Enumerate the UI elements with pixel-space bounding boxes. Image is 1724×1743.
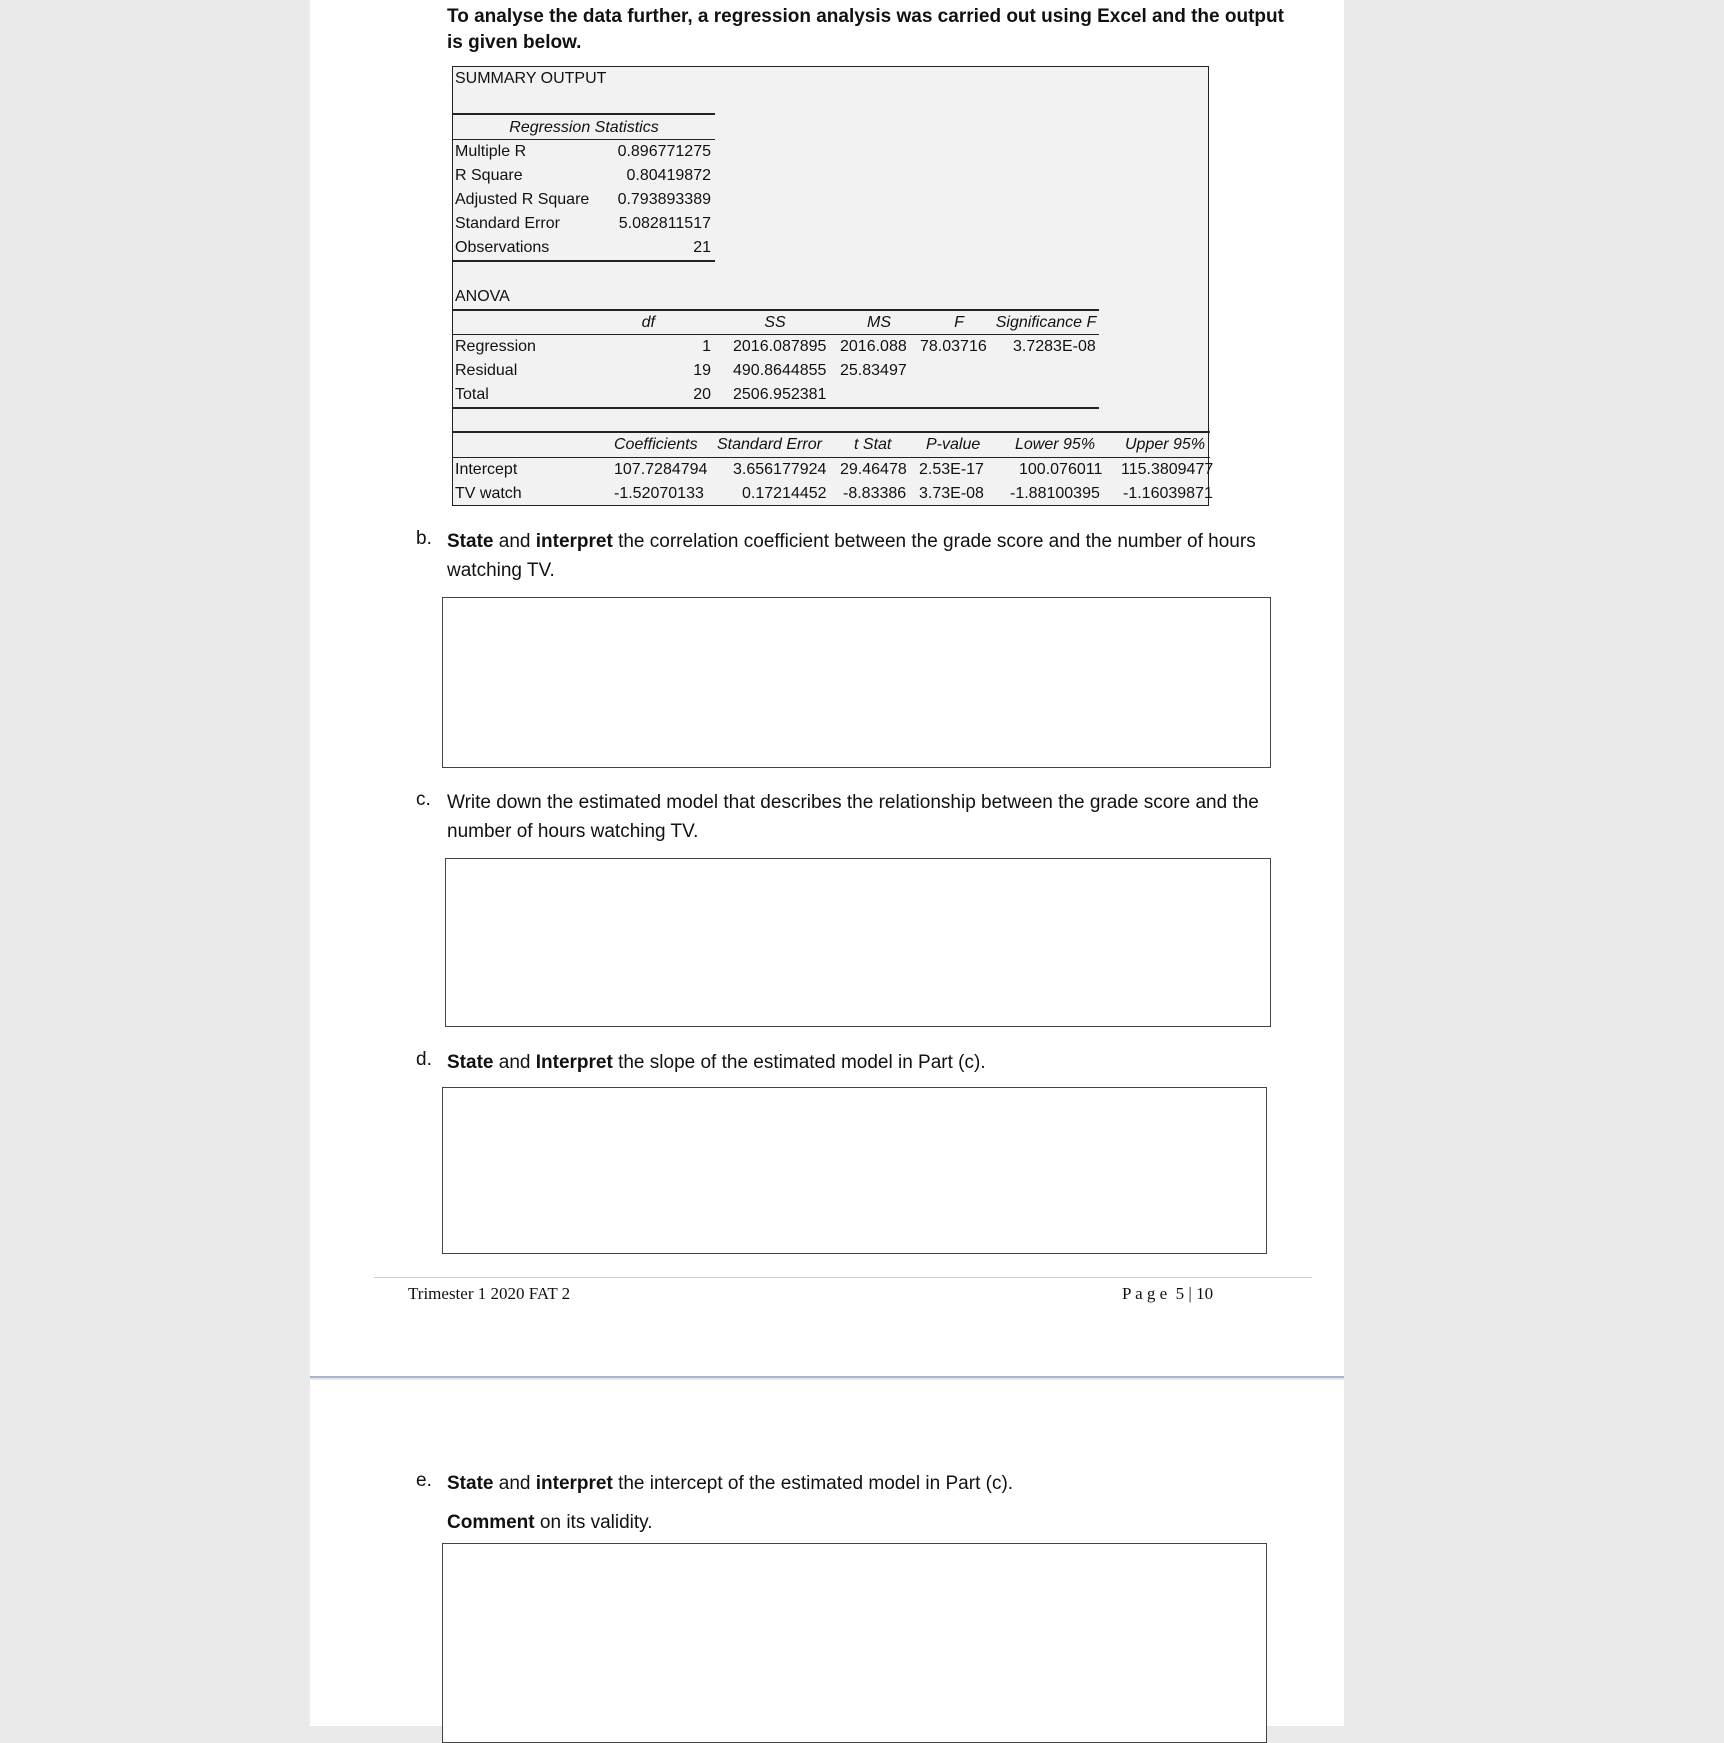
- coef-t: 29.46478: [840, 461, 907, 478]
- document-page-5: [310, 0, 1344, 1377]
- stat-value: 21: [693, 239, 711, 256]
- coef-header-se: Standard Error: [717, 436, 822, 453]
- reg-stats-header: Regression Statistics: [509, 119, 659, 136]
- coef-t: -8.83386: [843, 485, 907, 502]
- coef-se: 0.17214452: [742, 485, 827, 502]
- answer-box-d[interactable]: [442, 1087, 1267, 1254]
- question-e-bold-comment: Comment: [447, 1512, 535, 1533]
- answer-box-c[interactable]: [445, 858, 1271, 1027]
- question-d-and: and: [493, 1052, 536, 1073]
- anova-header-df: df: [641, 314, 655, 331]
- coef-value: 107.7284794: [614, 461, 708, 478]
- rule: [453, 113, 715, 115]
- anova-title: ANOVA: [455, 288, 510, 305]
- stat-value: 0.80419872: [626, 167, 711, 184]
- anova-df: 20: [693, 386, 711, 403]
- footer-left: Trimester 1 2020 FAT 2: [408, 1284, 571, 1303]
- question-e-text: [447, 1469, 1297, 1498]
- coef-header-lower: Lower 95%: [1015, 436, 1096, 453]
- anova-sig: 3.7283E-08: [1013, 338, 1096, 355]
- stat-label: Adjusted R Square: [455, 191, 590, 208]
- stat-label: Multiple R: [455, 143, 527, 160]
- stat-value: 5.082811517: [618, 215, 711, 232]
- anova-header-ms: MS: [867, 314, 891, 331]
- page-break: [310, 1376, 1344, 1378]
- rule: [453, 260, 715, 262]
- stat-label: Standard Error: [455, 215, 560, 232]
- question-b-text: [447, 527, 1297, 585]
- coef-header-coef: Coefficients: [614, 436, 698, 453]
- question-d-bold-state: State: [447, 1052, 494, 1073]
- coef-upper: 115.3809477: [1121, 461, 1214, 478]
- summary-title: SUMMARY OUTPUT: [455, 70, 607, 87]
- coef-p: 2.53E-17: [919, 461, 984, 478]
- rule: [453, 407, 1099, 409]
- question-d-letter: d.: [416, 1049, 432, 1070]
- stat-label: R Square: [455, 167, 523, 184]
- rule: [453, 457, 1210, 458]
- anova-df: 1: [702, 338, 711, 355]
- coef-header-upper: Upper 95%: [1125, 436, 1206, 453]
- question-e-rest: the intercept of the estimated model in Part (c).: [612, 1473, 1014, 1494]
- coef-header-t: t Stat: [854, 436, 892, 453]
- question-d-rest: the slope of the estimated model in Part (c).: [612, 1052, 986, 1073]
- question-e-bold-interpret: interpret: [535, 1473, 613, 1494]
- question-c-letter: c.: [416, 789, 431, 810]
- answer-box-b[interactable]: [442, 597, 1271, 768]
- excel-summary-output: [452, 66, 1214, 506]
- question-b-bold-interpret: interpret: [535, 531, 613, 552]
- question-b-bold-state: State: [447, 531, 494, 552]
- coef-p: 3.73E-08: [919, 485, 984, 502]
- footer-rule: [374, 1277, 1312, 1278]
- anova-header-f: F: [954, 314, 964, 331]
- anova-ss: 490.8644855: [733, 362, 827, 379]
- footer-page-number: P a g e 5 | 10: [1122, 1284, 1214, 1303]
- anova-ms: 2016.088: [840, 338, 907, 355]
- anova-row-label: Total: [455, 386, 489, 403]
- rule: [453, 139, 715, 140]
- question-e-bold-state: State: [447, 1473, 494, 1494]
- stat-value: 0.793893389: [617, 191, 711, 208]
- answer-box-e[interactable]: [442, 1543, 1267, 1743]
- anova-df: 19: [693, 362, 711, 379]
- rule: [453, 309, 1099, 311]
- question-b-letter: b.: [416, 528, 432, 549]
- anova-ss: 2016.087895: [733, 338, 827, 355]
- question-d-bold-interpret: Interpret: [535, 1052, 613, 1073]
- stat-value: 0.896771275: [617, 143, 711, 160]
- anova-row-label: Residual: [455, 362, 518, 379]
- question-e-letter: e.: [416, 1470, 432, 1491]
- coef-value: -1.52070133: [614, 485, 704, 502]
- question-d-text: [447, 1048, 1297, 1077]
- question-b-and: and: [493, 531, 536, 552]
- coef-upper: -1.16039871: [1123, 485, 1213, 502]
- rule: [453, 431, 1210, 433]
- anova-row-label: Regression: [455, 338, 536, 355]
- intro-text: To analyse the data further, a regression analysis was carried out using Excel and the output is given below.: [447, 6, 1284, 53]
- question-e-and: and: [493, 1473, 536, 1494]
- question-c-text: Write down the estimated model that describes the relationship between the grade score and the number of hours watching TV.: [447, 792, 1259, 842]
- document-page-6: [310, 1380, 1344, 1726]
- stat-label: Observations: [455, 239, 550, 256]
- coef-lower: -1.88100395: [1010, 485, 1100, 502]
- anova-f: 78.03716: [920, 338, 987, 355]
- coef-row-label: TV watch: [455, 485, 522, 502]
- anova-header-ss: SS: [764, 314, 786, 331]
- coef-header-p: P-value: [926, 436, 981, 453]
- anova-header-sig: Significance F: [995, 314, 1097, 331]
- question-e-line2: [447, 1508, 1297, 1537]
- coef-se: 3.656177924: [733, 461, 827, 478]
- coef-lower: 100.076011: [1019, 461, 1103, 478]
- anova-ms: 25.83497: [840, 362, 907, 379]
- anova-ss: 2506.952381: [733, 386, 827, 403]
- question-e-line2-rest: on its validity.: [534, 1512, 653, 1533]
- coef-row-label: Intercept: [455, 461, 518, 478]
- rule: [453, 334, 1099, 335]
- question-b-rest: the correlation coefficient between the grade score and the number of hours watching TV.: [447, 531, 1256, 581]
